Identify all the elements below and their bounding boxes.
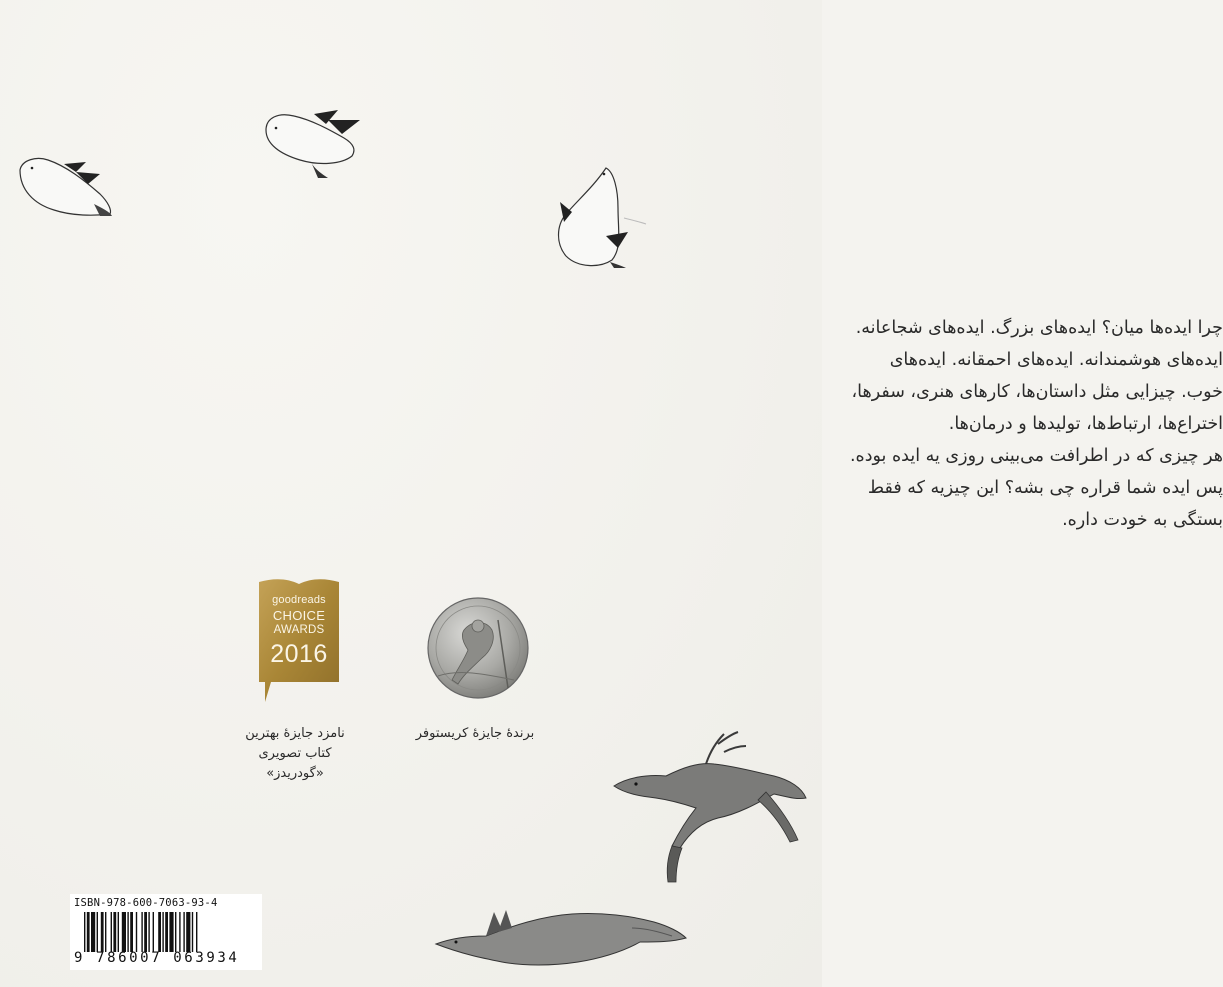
barcode-bar xyxy=(101,912,104,952)
barcode-bar xyxy=(192,912,193,952)
barcode-bars xyxy=(84,912,258,952)
barcode-bar xyxy=(141,912,142,952)
goodreads-wordmark: goodreads xyxy=(272,594,326,606)
goodreads-year: 2016 xyxy=(270,640,328,668)
deer-illustration xyxy=(606,722,820,890)
barcode-bar xyxy=(144,912,147,952)
bird-illustration-right xyxy=(550,160,660,272)
barcode-bar xyxy=(196,912,197,952)
isbn-text: ISBN-978-600-7063-93-4 xyxy=(74,897,218,909)
bird-illustration-left xyxy=(14,150,118,222)
barcode-bar xyxy=(153,912,154,952)
barcode-bar xyxy=(179,912,180,952)
barcode-bar xyxy=(183,912,184,952)
barcode-bar xyxy=(165,912,168,952)
barcode-bar xyxy=(87,912,90,952)
blurb-line: پس ایده شما قراره چی بشه؟ این چیزیه که فقط xyxy=(867,478,1223,498)
blurb-line: چرا ایده‌ها میان؟ ایده‌های بزرگ. ایده‌های شجاعانه. xyxy=(855,318,1223,338)
barcode-bar xyxy=(158,912,161,952)
barcode-bar xyxy=(127,912,128,952)
barcode-bar xyxy=(130,912,133,952)
barcode-bar xyxy=(186,912,190,952)
barcode-digits: 9 786007 063934 xyxy=(74,950,240,966)
goodreads-choice: CHOICE xyxy=(272,608,326,623)
barcode-bar xyxy=(84,912,85,952)
goodreads-caption-line: کتاب تصویری xyxy=(258,746,332,761)
barcode-bar xyxy=(122,912,126,952)
blurb-line: بستگی به خودت داره. xyxy=(1062,510,1223,530)
barcode-bar xyxy=(169,912,173,952)
goodreads-caption-line: «گودریدز» xyxy=(266,766,324,781)
bird-illustration-center xyxy=(260,108,364,182)
barcode-bar xyxy=(148,912,149,952)
goodreads-caption-line: نامزد جایزهٔ بهترین xyxy=(245,726,345,741)
christopher-award-medal xyxy=(416,596,542,702)
barcode-bar xyxy=(118,912,119,952)
barcode-bar xyxy=(105,912,106,952)
blurb-line: هر چیزی که در اطرافت می‌بینی روزی یه ایده بوده. xyxy=(849,446,1223,466)
barcode-bar xyxy=(91,912,95,952)
barcode-bar xyxy=(113,912,116,952)
blurb-line: ایده‌های هوشمندانه. ایده‌های احمقانه. ایده‌های xyxy=(889,350,1223,370)
goodreads-awards: AWARDS xyxy=(273,624,325,636)
blurb-line: خوب. چیزایی مثل داستان‌ها، کارهای هنری، سفرها، xyxy=(851,382,1223,402)
blurb-line: اختراع‌ها، ارتباط‌ها، تولیدها و درمان‌ها. xyxy=(948,414,1223,434)
barcode-bar xyxy=(162,912,163,952)
barcode-bar xyxy=(97,912,98,952)
christopher-caption: برندهٔ جایزهٔ کریستوفر xyxy=(415,726,535,741)
fox-illustration xyxy=(432,892,692,982)
barcode-bar xyxy=(111,912,112,952)
goodreads-award-badge xyxy=(257,578,341,702)
barcode-bar xyxy=(136,912,137,952)
barcode-bar xyxy=(175,912,176,952)
